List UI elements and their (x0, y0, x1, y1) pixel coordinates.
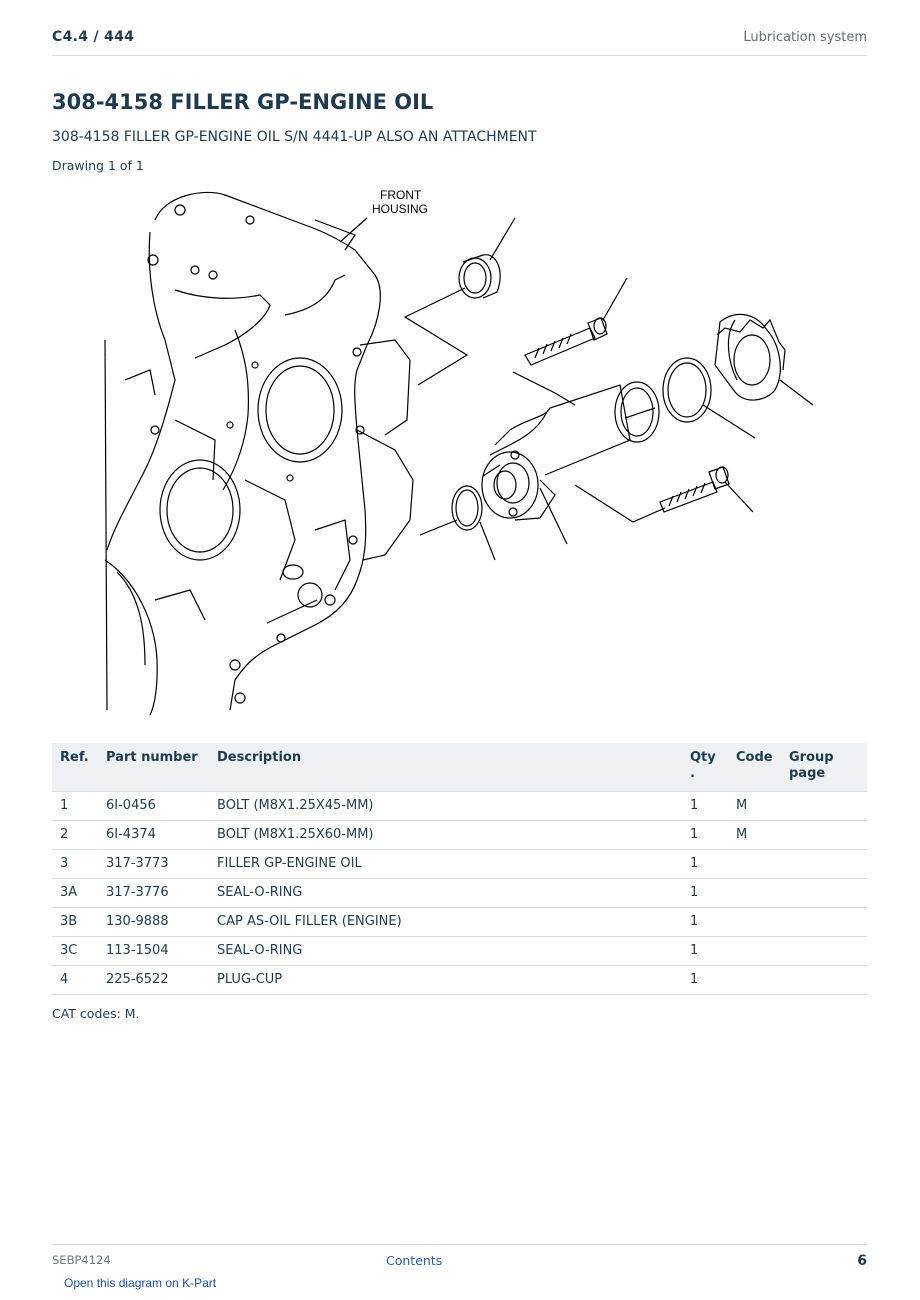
parts-table (52, 743, 867, 995)
header-qty (682, 743, 728, 792)
cell-group-page (781, 937, 867, 966)
cell-group-page (781, 908, 867, 937)
front-housing-drawing (105, 192, 413, 715)
cell-qty: 1 (682, 850, 728, 879)
table-row (52, 850, 867, 879)
cell-description: BOLT (M8X1.25X60-MM) (209, 821, 682, 850)
header-ref: Ref. (52, 743, 98, 792)
cell-ref: 3A (52, 879, 98, 908)
cell-code (728, 908, 781, 937)
cell-group-page (781, 850, 867, 879)
table-row (52, 792, 867, 821)
cell-qty: 1 (682, 792, 728, 821)
cat-codes-note: CAT codes: M. (52, 1006, 140, 1021)
page-number: 6 (857, 1253, 867, 1269)
cell-description: PLUG-CUP (209, 966, 682, 995)
header-code: Code (728, 743, 781, 792)
cell-qty: 1 (682, 879, 728, 908)
lower-o-ring-drawing (452, 486, 482, 530)
cell-ref: 4 (52, 966, 98, 995)
cell-part-number: 6I-4374 (98, 821, 209, 850)
cell-group-page (781, 879, 867, 908)
cell-part-number: 113-1504 (98, 937, 209, 966)
cell-ref: 1 (52, 792, 98, 821)
cell-description: CAP AS-OIL FILLER (ENGINE) (209, 908, 682, 937)
cell-group-page (781, 821, 867, 850)
cell-code: M (728, 792, 781, 821)
cell-part-number: 225-6522 (98, 966, 209, 995)
contents-link[interactable]: Contents (386, 1253, 443, 1268)
cell-part-number: 130-9888 (98, 908, 209, 937)
header-group-line1: Group (789, 750, 834, 765)
table-row (52, 908, 867, 937)
page-title: 308-4158 FILLER GP-ENGINE OIL (52, 90, 434, 114)
cell-description: FILLER GP-ENGINE OIL (209, 850, 682, 879)
table-row (52, 821, 867, 850)
cell-code: M (728, 821, 781, 850)
cell-ref: 3C (52, 937, 98, 966)
exploded-parts-diagram (95, 180, 835, 720)
cell-ref: 3 (52, 850, 98, 879)
cell-code (728, 937, 781, 966)
header-divider (52, 55, 867, 56)
cell-code (728, 850, 781, 879)
cell-qty: 1 (682, 821, 728, 850)
cell-code (728, 966, 781, 995)
page-subtitle: 308-4158 FILLER GP-ENGINE OIL S/N 4441-UP ALSO AN ATTACHMENT (52, 129, 537, 145)
cell-ref: 2 (52, 821, 98, 850)
oil-filler-cap-drawing (715, 314, 785, 400)
cell-qty: 1 (682, 966, 728, 995)
cell-description: SEAL-O-RING (209, 879, 682, 908)
footer-document-id: SEBP4124 (52, 1253, 111, 1267)
table-row (52, 879, 867, 908)
open-in-kpart-link[interactable]: Open this diagram on K-Part (64, 1276, 217, 1290)
cell-code (728, 879, 781, 908)
cell-group-page (781, 792, 867, 821)
cell-description: SEAL-O-RING (209, 937, 682, 966)
drawing-caption: Drawing 1 of 1 (52, 158, 144, 173)
header-qty-line1: Qty (690, 750, 716, 765)
cell-qty: 1 (682, 908, 728, 937)
table-row (52, 966, 867, 995)
table-row (52, 937, 867, 966)
footer-divider (52, 1244, 867, 1245)
header-qty-line2: . (690, 766, 695, 781)
header-part-number: Part number (98, 743, 209, 792)
plug-cup-drawing (459, 255, 500, 298)
header-group-page (781, 743, 867, 792)
header-section: Lubrication system (743, 30, 867, 45)
cell-part-number: 317-3773 (98, 850, 209, 879)
header-description: Description (209, 743, 682, 792)
lower-bolt-drawing (660, 467, 729, 512)
header-model: C4.4 / 444 (52, 29, 135, 45)
cell-part-number: 6I-0456 (98, 792, 209, 821)
cell-part-number: 317-3776 (98, 879, 209, 908)
callout-housing: HOUSING (372, 202, 429, 216)
upper-bolt-drawing (525, 318, 607, 365)
callout-front: FRONT (380, 188, 422, 202)
cell-ref: 3B (52, 908, 98, 937)
cell-description: BOLT (M8X1.25X45-MM) (209, 792, 682, 821)
cell-qty: 1 (682, 937, 728, 966)
upper-o-ring-drawing (663, 358, 711, 422)
cell-group-page (781, 966, 867, 995)
header-group-line2: page (789, 766, 826, 781)
table-header-row (52, 743, 867, 792)
